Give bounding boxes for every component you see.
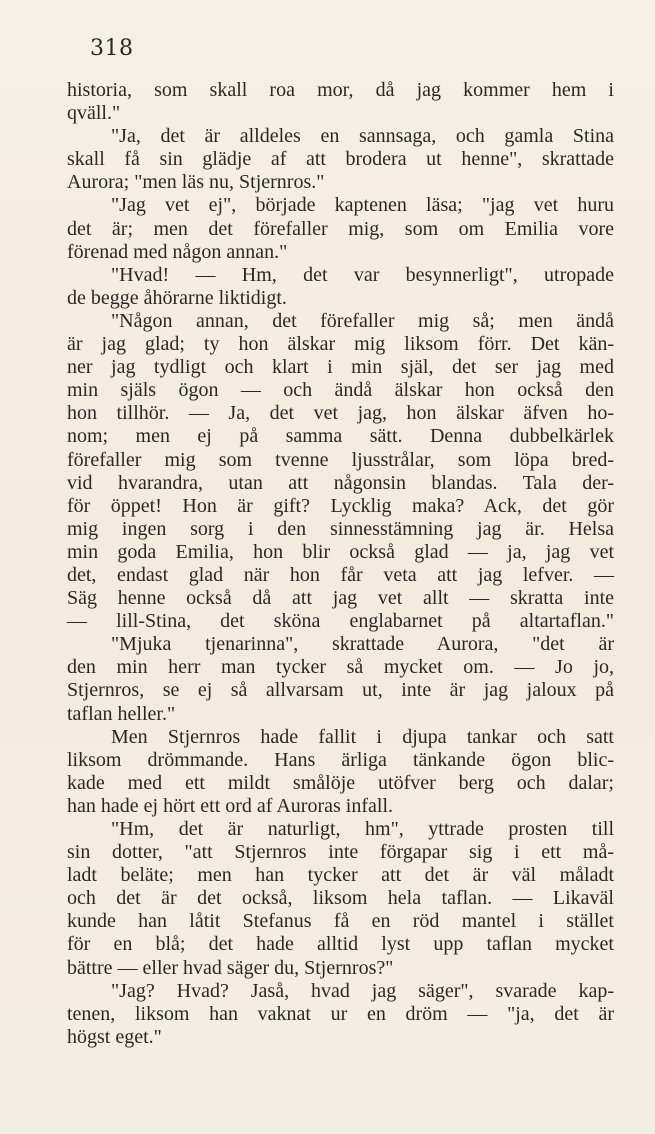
- text-line: hon tillhör. — Ja, det vet jag, hon älskar äfven ho-: [67, 402, 614, 425]
- text-line: det är; men det förefaller mig, som om Emilia vore: [67, 217, 614, 240]
- text-line: "Mjuka tjenarinna", skrattade Aurora, "det är: [111, 633, 614, 656]
- text-line: Men Stjernros hade fallit i djupa tankar och satt: [111, 725, 614, 748]
- text-line: Stjernros, se ej så allvarsam ut, inte är jag jaloux på: [67, 679, 614, 702]
- text-line: för en blå; det hade alltid lyst upp taflan mycket: [67, 933, 614, 956]
- text-line: tenen, liksom han vaknat ur en dröm — "ja, det är: [67, 1002, 614, 1025]
- text-line: min goda Emilia, hon blir också glad — ja, jag vet: [67, 540, 614, 563]
- text-line: nom; men ej på samma sätt. Denna dubbelkärlek: [67, 425, 614, 448]
- text-line: "Hvad! — Hm, det var besynnerligt", utropade: [111, 263, 614, 286]
- text-line: är jag glad; ty hon älskar mig liksom förr. Det kän-: [67, 333, 614, 356]
- text-line: "Ja, det är alldeles en sannsaga, och gamla Stina: [111, 125, 614, 148]
- text-line: skall få sin glädje af att brodera ut henne", skrattade: [67, 148, 614, 171]
- text-line: vid hvarandra, utan att någonsin blandas. Tala der-: [67, 471, 614, 494]
- text-line: historia, som skall roa mor, då jag kommer hem i: [67, 79, 614, 101]
- text-line: ner jag tydligt och klart i min själ, det ser jag med: [67, 356, 614, 379]
- text-line: ladt beläte; men han tycker att det är väl måladt: [67, 864, 614, 887]
- text-line: "Jag vet ej", började kaptenen läsa; "jag vet huru: [111, 194, 614, 217]
- text-line: sin dotter, "att Stjernros inte förgapar sig i ett må-: [67, 841, 614, 864]
- text-line: — lill-Stina, det sköna englabarnet på altartaflan.": [67, 610, 614, 633]
- text-line: och det är det också, liksom hela taflan. — Likaväl: [67, 887, 614, 910]
- text-line: "Jag? Hvad? Jaså, hvad jag säger", svarade kap-: [111, 979, 614, 1002]
- text-line: förenad med någon annan.": [67, 240, 288, 263]
- text-line: liksom drömmande. Hans ärliga tänkande ögon blic-: [67, 748, 614, 771]
- text-line: min själs ögon — och ändå älskar hon också den: [67, 379, 614, 402]
- text-line: taflan heller.": [67, 702, 176, 725]
- text-line: de begge åhörarne liktidigt.: [67, 286, 287, 309]
- text-line: bättre — eller hvad säger du, Stjernros?": [67, 956, 394, 979]
- text-line: Aurora; "men läs nu, Stjernros.": [67, 171, 325, 194]
- text-line: mig ingen sorg i den sinnesstämning jag är. Helsa: [67, 517, 614, 540]
- text-line: "Någon annan, det förefaller mig så; men ändå: [111, 309, 614, 332]
- text-line: "Hm, det är naturligt, hm", yttrade prosten till: [111, 818, 614, 840]
- page-number: 318: [90, 36, 134, 61]
- text-line: för öppet! Hon är gift? Lycklig maka? Ack, det gör: [67, 494, 614, 517]
- text-line: Säg henne också då att jag vet allt — skratta inte: [67, 587, 614, 610]
- text-line: högst eget.": [67, 1025, 162, 1048]
- body-text: [67, 79, 614, 1049]
- text-line: det, endast glad när hon får veta att jag lefver. —: [67, 563, 614, 586]
- text-line: han hade ej hört ett ord af Auroras infall.: [67, 794, 393, 817]
- text-line: den min herr man tycker så mycket om. — Jo jo,: [67, 656, 614, 679]
- text-line: förefaller mig som tvenne ljusstrålar, som löpa bred-: [67, 448, 614, 471]
- text-line: kade med ett mildt smålöje utöfver berg och dalar;: [67, 771, 614, 794]
- text-line: qväll.": [67, 102, 121, 125]
- text-line: kunde han låtit Stefanus få en röd mantel i stället: [67, 910, 614, 933]
